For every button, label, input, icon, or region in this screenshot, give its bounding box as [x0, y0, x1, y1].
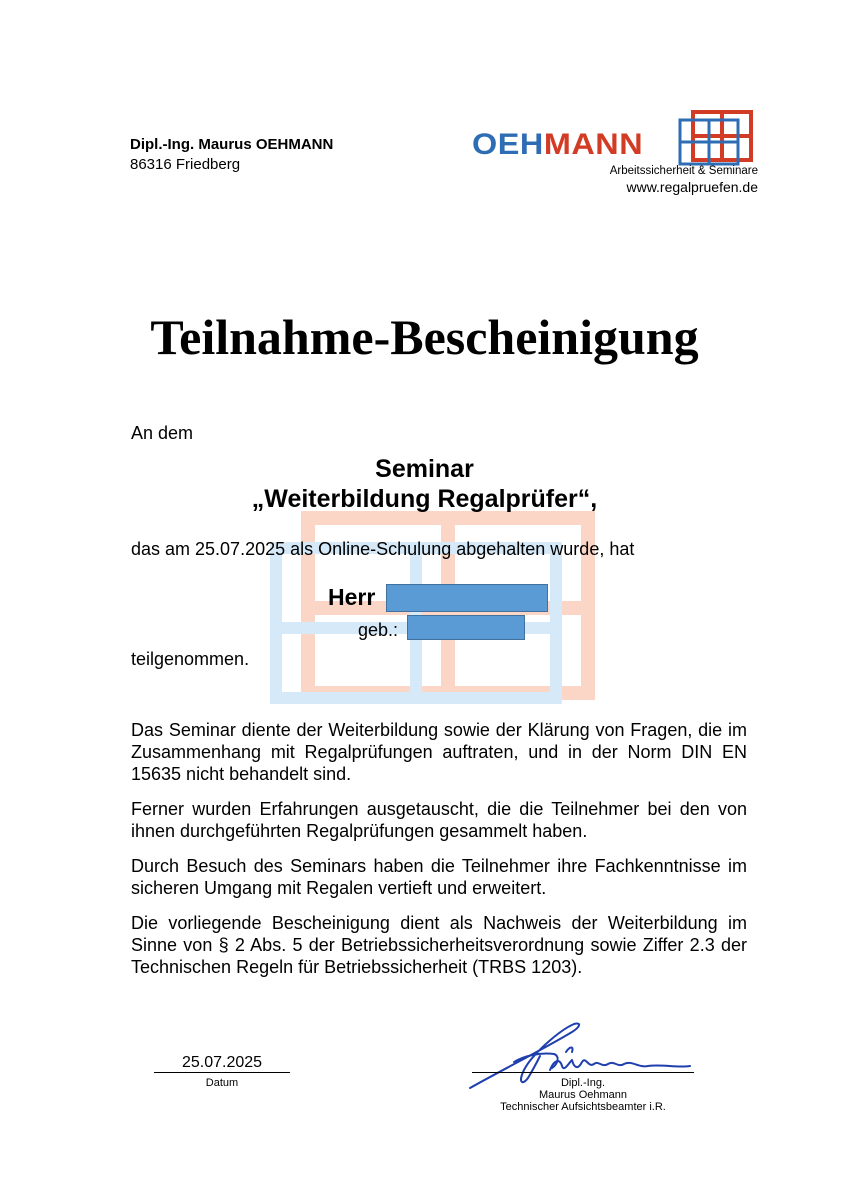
intro-text: An dem [131, 423, 194, 443]
signer-role: Technischer Aufsichtsbeamter i.R. [500, 1101, 666, 1113]
logo-word-part1: OEH [472, 128, 544, 161]
shelf-rack-logo-icon [677, 108, 757, 166]
participated-text: teilgenommen. [131, 649, 250, 669]
paragraph-knowledge: Durch Besuch des Seminars haben die Teilnehmer ihre Fachkenntnisse im sicheren Umgang mit Regalen vertieft und erweitert. [131, 856, 747, 898]
seminar-label: Seminar [375, 455, 474, 483]
date-label: Datum [205, 1077, 239, 1089]
seminar-name: „Weiterbildung Regalprüfer“, [251, 485, 598, 513]
sender-city: 86316 Friedberg [130, 156, 241, 173]
signer-title: Dipl.-Ing. [560, 1077, 606, 1089]
logo-tagline: Arbeitssicherheit & Seminare [609, 165, 758, 177]
redacted-participant-name [386, 584, 548, 612]
signer-name: Maurus Oehmann [538, 1089, 628, 1101]
company-logo-wordmark [472, 128, 643, 162]
document-title: Teilnahme-Bescheinigung [150, 309, 699, 365]
held-text: das am 25.07.2025 als Online-Schulung abgehalten wurde, hat [131, 539, 635, 559]
logo-word-part2: MANN [543, 128, 644, 161]
redacted-birth-date [407, 615, 525, 640]
signer-block [472, 1077, 694, 1113]
sender-name: Dipl.-Ing. Maurus OEHMANN [130, 136, 334, 153]
paragraph-purpose: Das Seminar diente der Weiterbildung sowie der Klärung von Fragen, die im Zusammenhang mit Regalprüfungen auftraten, und in der Norm DIN EN 15635 nicht behandelt sind. [131, 720, 747, 784]
certificate-date: 25.07.2025 [154, 1054, 290, 1073]
birth-date-label: geb.: [358, 620, 399, 640]
paragraph-legal-basis: Die vorliegende Bescheinigung dient als Nachweis der Weiterbildung im Sinne von § 2 Abs. 5 der Betriebssicherheitsverordnung sowie Ziffer 2.3 der Technischen Regeln für Betriebssicherheit (TRBS 1203). [131, 913, 747, 977]
logo-url: www.regalpruefen.de [626, 179, 758, 195]
participant-salutation: Herr [328, 584, 376, 610]
paragraph-experience: Ferner wurden Erfahrungen ausgetauscht, die die Teilnehmer bei den von ihnen durchgeführten Regalprüfungen gesammelt haben. [131, 799, 747, 841]
signature-line [472, 1072, 694, 1073]
